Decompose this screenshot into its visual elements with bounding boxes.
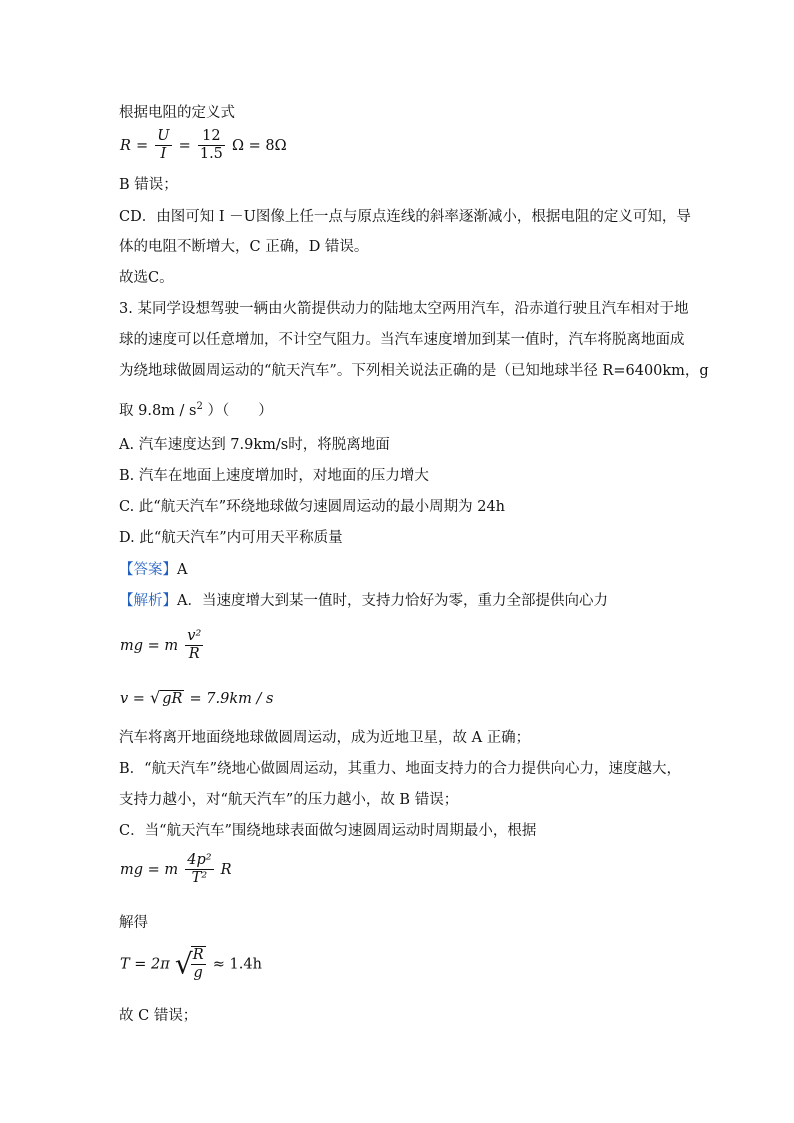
answer-line xyxy=(119,560,187,580)
explanation-tag: 【解析】 xyxy=(119,593,177,609)
text-line: CD．由图可知 I －U图像上任一点与原点连线的斜率逐渐减小，根据电阻的定义可知，导 xyxy=(119,209,691,225)
explanation-line: 汽车将离开地面绕地球做圆周运动，成为近地卫星，故 A 正确； xyxy=(119,730,531,746)
formula-symbol: = xyxy=(136,138,149,154)
period-formula xyxy=(120,852,232,887)
explanation-line xyxy=(119,591,608,611)
answer-tag: 【答案】 xyxy=(119,562,177,578)
explanation-line: 解得 xyxy=(119,915,148,931)
formula-tail: ≈ 1.4h xyxy=(212,956,262,973)
text-fragment: 9.8m / s xyxy=(138,402,197,419)
explanation-line: 故 C 错误； xyxy=(119,1008,198,1024)
text-line: B 错误； xyxy=(119,177,178,193)
sqrt-icon: √ xyxy=(174,947,193,981)
resistance-formula xyxy=(120,128,287,163)
fraction-denominator: R xyxy=(188,646,200,662)
text-fragment: 取 xyxy=(119,402,134,419)
explanation-line: C．当“航天汽车”围绕地球表面做匀速圆周运动时周期最小，根据 xyxy=(119,823,537,839)
fraction-numerator: 4p² xyxy=(187,852,212,868)
formula-tail: = 7.9km / s xyxy=(189,691,274,707)
fraction-denominator: g xyxy=(193,965,203,981)
formula-symbol: R xyxy=(120,138,131,154)
fraction xyxy=(185,852,213,887)
explanation-line: 支持力越小，对“航天汽车”的压力越小，故 B 错误； xyxy=(119,792,459,808)
fraction-numerator: U xyxy=(157,128,170,144)
formula-symbol: mg = m xyxy=(120,862,179,878)
answer-value: A xyxy=(177,562,188,578)
fraction xyxy=(191,946,206,982)
option-a: A. 汽车速度达到 7.9km/s时，将脱离地面 xyxy=(119,437,390,453)
formula-symbol: v = xyxy=(120,691,145,707)
option-b: B. 汽车在地面上速度增加时，对地面的压力增大 xyxy=(119,468,429,484)
formula-symbol: = xyxy=(178,138,191,154)
radicand: gR xyxy=(162,691,183,707)
option-c: C. 此“航天汽车”环绕地球做匀速圆周运动的最小周期为 24h xyxy=(119,499,506,515)
formula-tail: Ω = 8Ω xyxy=(232,138,287,154)
explanation-text: A．当速度增大到某一值时，支持力恰好为零，重力全部提供向心力 xyxy=(177,593,608,609)
formula-symbol: mg = m xyxy=(120,638,179,654)
text-fragment: ）（ ） xyxy=(207,402,273,419)
question-3-line: 3. 某同学设想驾驶一辆由火箭提供动力的陆地太空两用汽车，沿赤道行驶且汽车相对于地 xyxy=(119,301,689,317)
question-3-line: 为绕地球做圆周运动的“航天汽车”。下列相关说法正确的是（已知地球半径 R=6400km，g xyxy=(119,363,709,379)
sqrt-icon: √ xyxy=(150,688,161,707)
formula-symbol: T = 2π xyxy=(120,956,170,973)
text-line: 根据电阻的定义式 xyxy=(119,105,235,121)
formula-tail: R xyxy=(220,862,232,878)
fraction-denominator: T² xyxy=(191,870,208,886)
explanation-line: B．“航天汽车”绕地心做圆周运动，其重力、地面支持力的合力提供向心力，速度越大， xyxy=(119,761,681,777)
question-3-line xyxy=(119,397,273,421)
fraction-numerator: R xyxy=(192,947,204,963)
period-result-formula xyxy=(120,946,262,982)
centripetal-formula xyxy=(120,628,205,663)
superscript: 2 xyxy=(196,401,203,412)
text-line: 体的电阻不断增大，C 正确，D 错误。 xyxy=(119,239,369,255)
fraction-numerator: 12 xyxy=(198,128,225,146)
fraction-numerator: v² xyxy=(187,628,202,644)
text-line: 故选C。 xyxy=(119,270,174,286)
question-3-line: 球的速度可以任意增加，不计空气阻力。当汽车速度增加到某一值时，汽车将脱离地面成 xyxy=(119,332,685,348)
fraction xyxy=(185,628,203,663)
fraction xyxy=(155,128,171,163)
fraction-denominator: 1.5 xyxy=(199,146,223,162)
velocity-formula xyxy=(120,688,273,707)
fraction xyxy=(198,128,225,163)
option-d: D. 此“航天汽车”内可用天平称质量 xyxy=(119,530,343,546)
fraction-denominator: I xyxy=(160,146,167,162)
